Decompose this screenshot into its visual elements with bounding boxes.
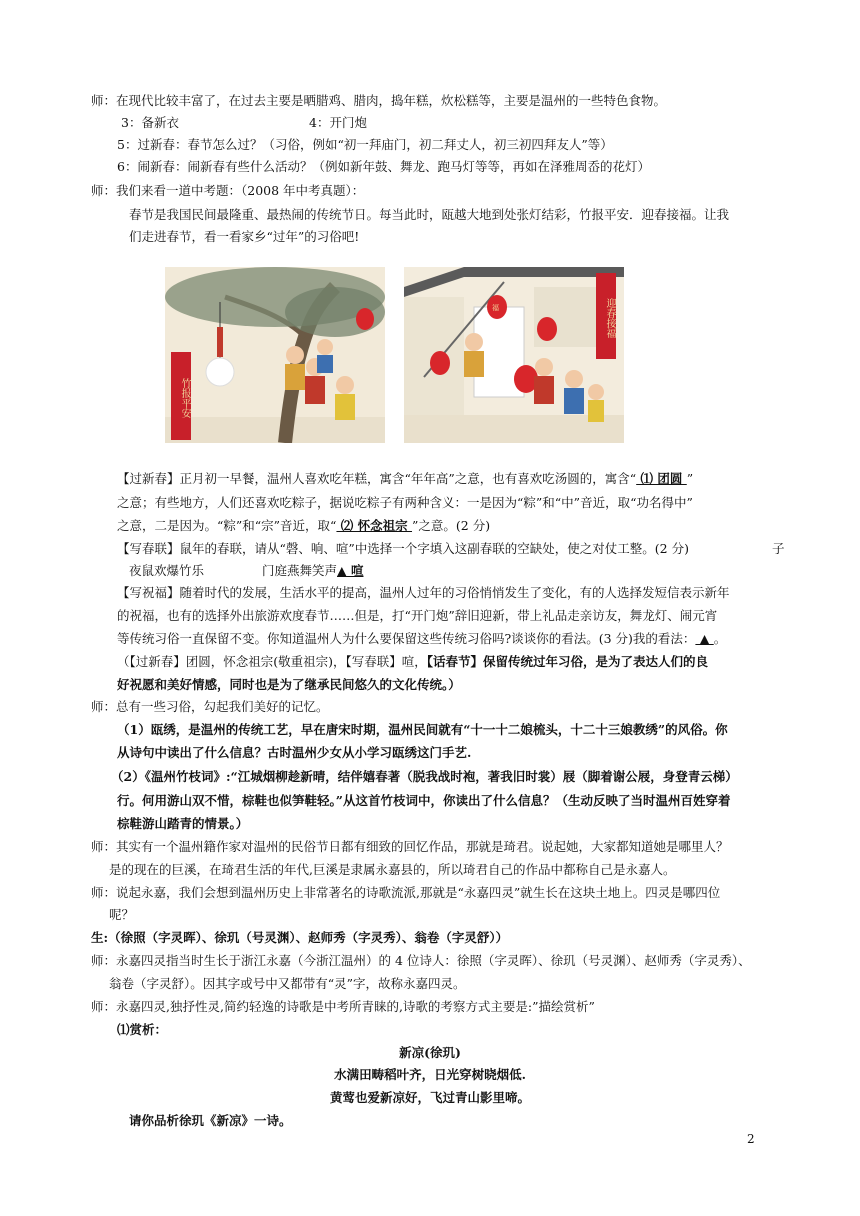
part2-line-12: 师：永嘉四灵指当时生长于浙江永嘉（今浙江温州）的 4 位诗人：徐照（字灵晖）、徐玑（号灵渊）、赵师秀（字灵秀）、 xyxy=(91,953,751,968)
couplet-answer: ▲ 喧 xyxy=(337,563,364,578)
part2-line-13: 翁卷（字灵舒）。因其字或号中又都带有“灵”字，故称永嘉四灵。 xyxy=(109,976,466,991)
question-line-6: 【写祝福】随着时代的发展，生活水平的提高，温州人过年的习俗悄悄发生了变化，有的人选择发短信表示新年 xyxy=(117,585,730,600)
poem-title: 新凉(徐玑) xyxy=(399,1045,461,1060)
left-banner xyxy=(171,352,191,440)
question-line-8 xyxy=(117,630,726,648)
page-number: 2 xyxy=(747,1132,755,1146)
firecracker-scene-image xyxy=(165,267,385,443)
part2-line-1: 师：总有一些习俗，勾起我们美好的记忆。 xyxy=(91,699,329,714)
q8-text-end: 。 xyxy=(713,631,727,646)
line-2b: 4：开门炮 xyxy=(309,115,367,130)
couplet-line-2 xyxy=(262,562,363,580)
answer-text-a: （【过新春】团圆，怀念祖宗(敬重祖宗)，【写春联】喧， xyxy=(117,654,427,669)
part2-line-3: 从诗句中读出了什么信息？古时温州少女从小学习瓯绣这门手艺. xyxy=(117,745,472,760)
part2-line-4: （2）《温州竹枝词》:“江城烟柳趁新晴，结伴嬉春著（脱我战时袍，著我旧时裳）屐（脚着谢公屐，身登青云梯） xyxy=(111,769,738,784)
part2-line-6: 棕鞋游山踏青的情景。） xyxy=(117,816,249,831)
line-5: 师：我们来看一道中考题：（2008 年中考真题）： xyxy=(91,183,365,198)
illustration-lanterns xyxy=(404,267,624,443)
part2-line-16: 请你品析徐玑《新凉》一诗。 xyxy=(129,1113,292,1128)
line-2a: 3：备新衣 xyxy=(121,115,179,130)
right-banner-text: 迎春接福 xyxy=(604,298,615,338)
answer-text-b: 【话春节】 xyxy=(426,654,484,669)
part2-line-5: 行。何用游山双不惜，棕鞋也似笋鞋轻。”从这首竹枝词中，你读出了什么信息？（生动反映了当时温州百姓穿着 xyxy=(117,793,731,808)
line-6: 春节是我国民间最隆重、最热闹的传统节日。每当此时，瓯越大地到处张灯结彩，竹报平安．迎春接福。让我 xyxy=(129,207,730,222)
question-line-2: 之意；有些地方，人们还喜欢吃粽子，据说吃粽子有两种含义：一是因为“粽”和“中”音近，取“功名得中” xyxy=(117,495,693,510)
poem-line-1: 水满田畴稻叶齐，日光穿树晓烟低. xyxy=(334,1067,526,1082)
line-7: 们走进春节，看一看家乡“过年”的习俗吧! xyxy=(129,229,360,244)
line-1: 师：在现代比较丰富了，在过去主要是晒腊鸡、腊肉，捣年糕，炊松糕等，主要是温州的一些特色食物。 xyxy=(91,93,667,108)
right-lantern-char: 福 xyxy=(492,304,499,312)
answer-line-2: 好祝愿和美好情感，同时也是为了继承民间悠久的文化传统。） xyxy=(117,677,461,692)
right-banner xyxy=(596,273,616,359)
left-banner-text: 竹报平安 xyxy=(179,378,190,418)
answer-text-c: 保留传统过年习俗，是为了表达人们的良 xyxy=(483,654,709,669)
q3-answer-blank: ⑵ 怀念祖宗 xyxy=(336,518,413,533)
q8-text: 等传统习俗一直保留不变。你知道温州人为什么要保留这些传统习俗吗?谈谈你的看法。(3 分)我的看法： xyxy=(117,631,696,646)
part2-line-10: 呢？ xyxy=(109,907,135,922)
illustration-firecrackers xyxy=(165,267,385,443)
part2-line-14: 师：永嘉四灵,独抒性灵,简约轻逸的诗歌是中考所青睐的,诗歌的考察方式主要是:”描绘赏析” xyxy=(91,999,595,1014)
couplet-text: 门庭燕舞笑声 xyxy=(262,563,338,578)
question-line-4: 【写春联】鼠年的春联，请从“磬、响、喧”中选择一个字填入这副春联的空缺处，使之对仗工整。(2 分) xyxy=(117,541,689,556)
line-3: 5：过新春：春节怎么过？（习俗，例如“初一拜庙门，初二拜丈人，初三初四拜友人”等） xyxy=(117,137,613,152)
couplet-line-1: 夜鼠欢爆竹乐 xyxy=(129,563,205,578)
part2-line-2: （1）瓯绣，是温州的传统工艺，早在唐宋时期，温州民间就有“十一十二娘梳头，十二十三娘教绣”的风俗。你 xyxy=(117,722,728,737)
line-4: 6：闹新春：闹新春有些什么活动？（例如新年鼓、舞龙、跑马灯等等，再如在泽雅周岙的花灯） xyxy=(117,159,650,174)
question-line-4-tail: 子 xyxy=(772,541,785,556)
lantern-scene-image xyxy=(404,267,624,443)
question-line-1 xyxy=(117,470,693,488)
part2-line-15: ⑴赏析： xyxy=(117,1022,168,1037)
question-line-7: 的祝福，也有的选择外出旅游欢度春节……但是，打“开门炮”辞旧迎新，带上礼品走亲访友，舞龙灯、闹元宵 xyxy=(117,608,718,623)
question-line-3 xyxy=(117,517,490,535)
part2-line-7: 师：其实有一个温州籍作家对温州的民俗节日都有细致的回忆作品，那就是琦君。说起她，大家都知道她是哪里人？ xyxy=(91,839,729,854)
q8-answer-blank: ▲ xyxy=(695,631,714,646)
q1-text: 【过新春】正月初一早餐，温州人喜欢吃年糕，寓含“年年高”之意，也有喜欢吃汤圆的，寓含“ xyxy=(117,471,637,486)
part2-line-11: 生:（徐照（字灵晖）、徐玑（号灵渊）、赵师秀（字灵秀）、翁卷（字灵舒）） xyxy=(91,930,509,945)
q1-answer-blank: ⑴ 团圆 xyxy=(636,471,687,486)
q3-text-end: ”之意。(2 分) xyxy=(412,518,491,533)
q3-text: 之意，二是因为。“粽”和“宗”音近，取“ xyxy=(117,518,337,533)
answer-line-1 xyxy=(117,653,708,671)
q1-text-end: ” xyxy=(686,471,694,486)
part2-line-9: 师：说起永嘉，我们会想到温州历史上非常著名的诗歌流派,那就是“永嘉四灵”就生长在这块土地上。四灵是哪四位 xyxy=(91,885,721,900)
poem-line-2: 黄莺也爱新凉好，飞过青山影里啼。 xyxy=(329,1090,530,1105)
part2-line-8: 是的现在的巨溪，在琦君生活的年代,巨溪是隶属永嘉县的，所以琦君自己的作品中都称自己是永嘉人。 xyxy=(109,862,676,877)
